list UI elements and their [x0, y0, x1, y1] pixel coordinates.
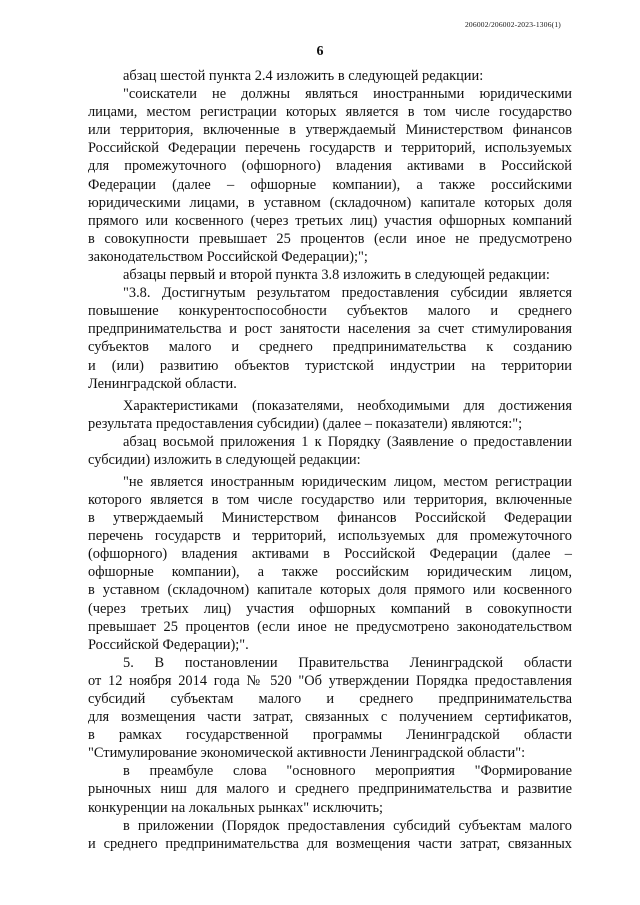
text-line: повышение конкурентоспособности субъектов малого и среднего	[88, 303, 572, 320]
text-line: 5. В постановлении Правительства Ленинградской области	[123, 654, 572, 671]
document-id: 206002/206002-2023-1306(1)	[464, 20, 561, 29]
text-line: рыночных ниш для малого и среднего предпринимательства и развитие	[88, 781, 572, 798]
text-line: прямого или косвенного (через третьих лиц) участия офшорных компаний	[88, 212, 572, 229]
text-line: для промежуточного (офшорного) владения активами в Российской	[88, 158, 572, 175]
text-line: "3.8. Достигнутым результатом предоставления субсидии является	[123, 285, 572, 302]
text-line: которого является в том числе государство или территория, включенные	[88, 491, 572, 508]
text-line: абзац шестой пункта 2.4 изложить в следующей редакции:	[123, 68, 484, 84]
text-line: законодательством Российской Федерации);";	[88, 248, 368, 265]
text-line: Характеристиками (показателями, необходимыми для достижения	[123, 397, 572, 414]
text-line: в совокупности превышает 25 процентов (если иное не предусмотрено	[88, 230, 572, 247]
text-line: (через третьих лиц) участия офшорных компаний в совокупности	[88, 600, 572, 617]
text-line: Федерации (далее – офшорные компании), а также российскими	[88, 176, 572, 193]
text-line: конкуренции на локальных рынках" исключить;	[88, 799, 384, 816]
text-line: субсидии) изложить в следующей редакции:	[88, 451, 361, 468]
text-line: юридическими лицами, в уставном (складочном) капитале которых доля	[88, 194, 572, 211]
text-line: абзац восьмой приложения 1 к Порядку (Заявление о предоставлении	[123, 433, 572, 450]
text-line: в утверждаемый Министерством финансов Российской Федерации	[88, 510, 572, 527]
text-line: (офшорного) владения активами в Российской Федерации (далее –	[88, 546, 572, 563]
text-line: "соискатели не должны являться иностранными юридическими	[123, 86, 572, 103]
text-line: в рамках государственной программы Ленинградской области	[88, 727, 572, 744]
text-line: в уставном (складочном) капитале которых доля прямого или косвенного	[88, 582, 572, 599]
text-line: в преамбуле слова "основного мероприятия "Формирование	[123, 763, 572, 780]
text-line: и (или) развитию объектов туристской индустрии на территории	[88, 357, 572, 374]
text-line: "не является иностранным юридическим лицом, местом регистрации	[123, 473, 572, 490]
text-line: перечень государств и территорий, используемых для промежуточного	[88, 528, 572, 545]
text-line: от 12 ноября 2014 года № 520 "Об утверждении Порядка предоставления	[88, 672, 572, 689]
text-line: Ленинградской области.	[88, 375, 237, 392]
document-body	[88, 67, 572, 853]
text-line: Российской Федерации перечень государств и территорий, используемых	[88, 140, 572, 157]
text-line: субсидий субъектам малого и среднего предпринимательства	[88, 690, 572, 707]
text-line: субъектов малого и среднего предпринимательства к созданию	[88, 339, 572, 356]
page-number: 6	[316, 44, 324, 59]
text-line: для возмещения части затрат, связанных с получением сертификатов,	[88, 709, 572, 726]
text-line: лицами, местом регистрации которых является в том числе государство	[88, 104, 572, 121]
text-line: результата предоставления субсидии) (далее – показатели) являются:";	[88, 415, 523, 432]
text-line: предпринимательства и рост занятости населения за счет стимулирования	[88, 321, 572, 338]
text-line: абзацы первый и второй пункта 3.8 изложить в следующей редакции:	[123, 267, 550, 284]
text-line: в приложении (Порядок предоставления субсидий субъектам малого	[123, 817, 572, 834]
text-line: Российской Федерации);".	[88, 636, 249, 653]
text-line: офшорные компании), а также российским юридическим лицом,	[88, 564, 572, 581]
text-line: или территория, включенные в утверждаемый Министерством финансов	[88, 122, 572, 139]
text-line: и среднего предпринимательства для возмещения части затрат, связанных	[88, 835, 572, 852]
text-line: превышает 25 процентов (если иное не предусмотрено законодательством	[88, 618, 572, 635]
text-line: "Стимулирование экономической активности Ленинградской области":	[88, 745, 526, 762]
